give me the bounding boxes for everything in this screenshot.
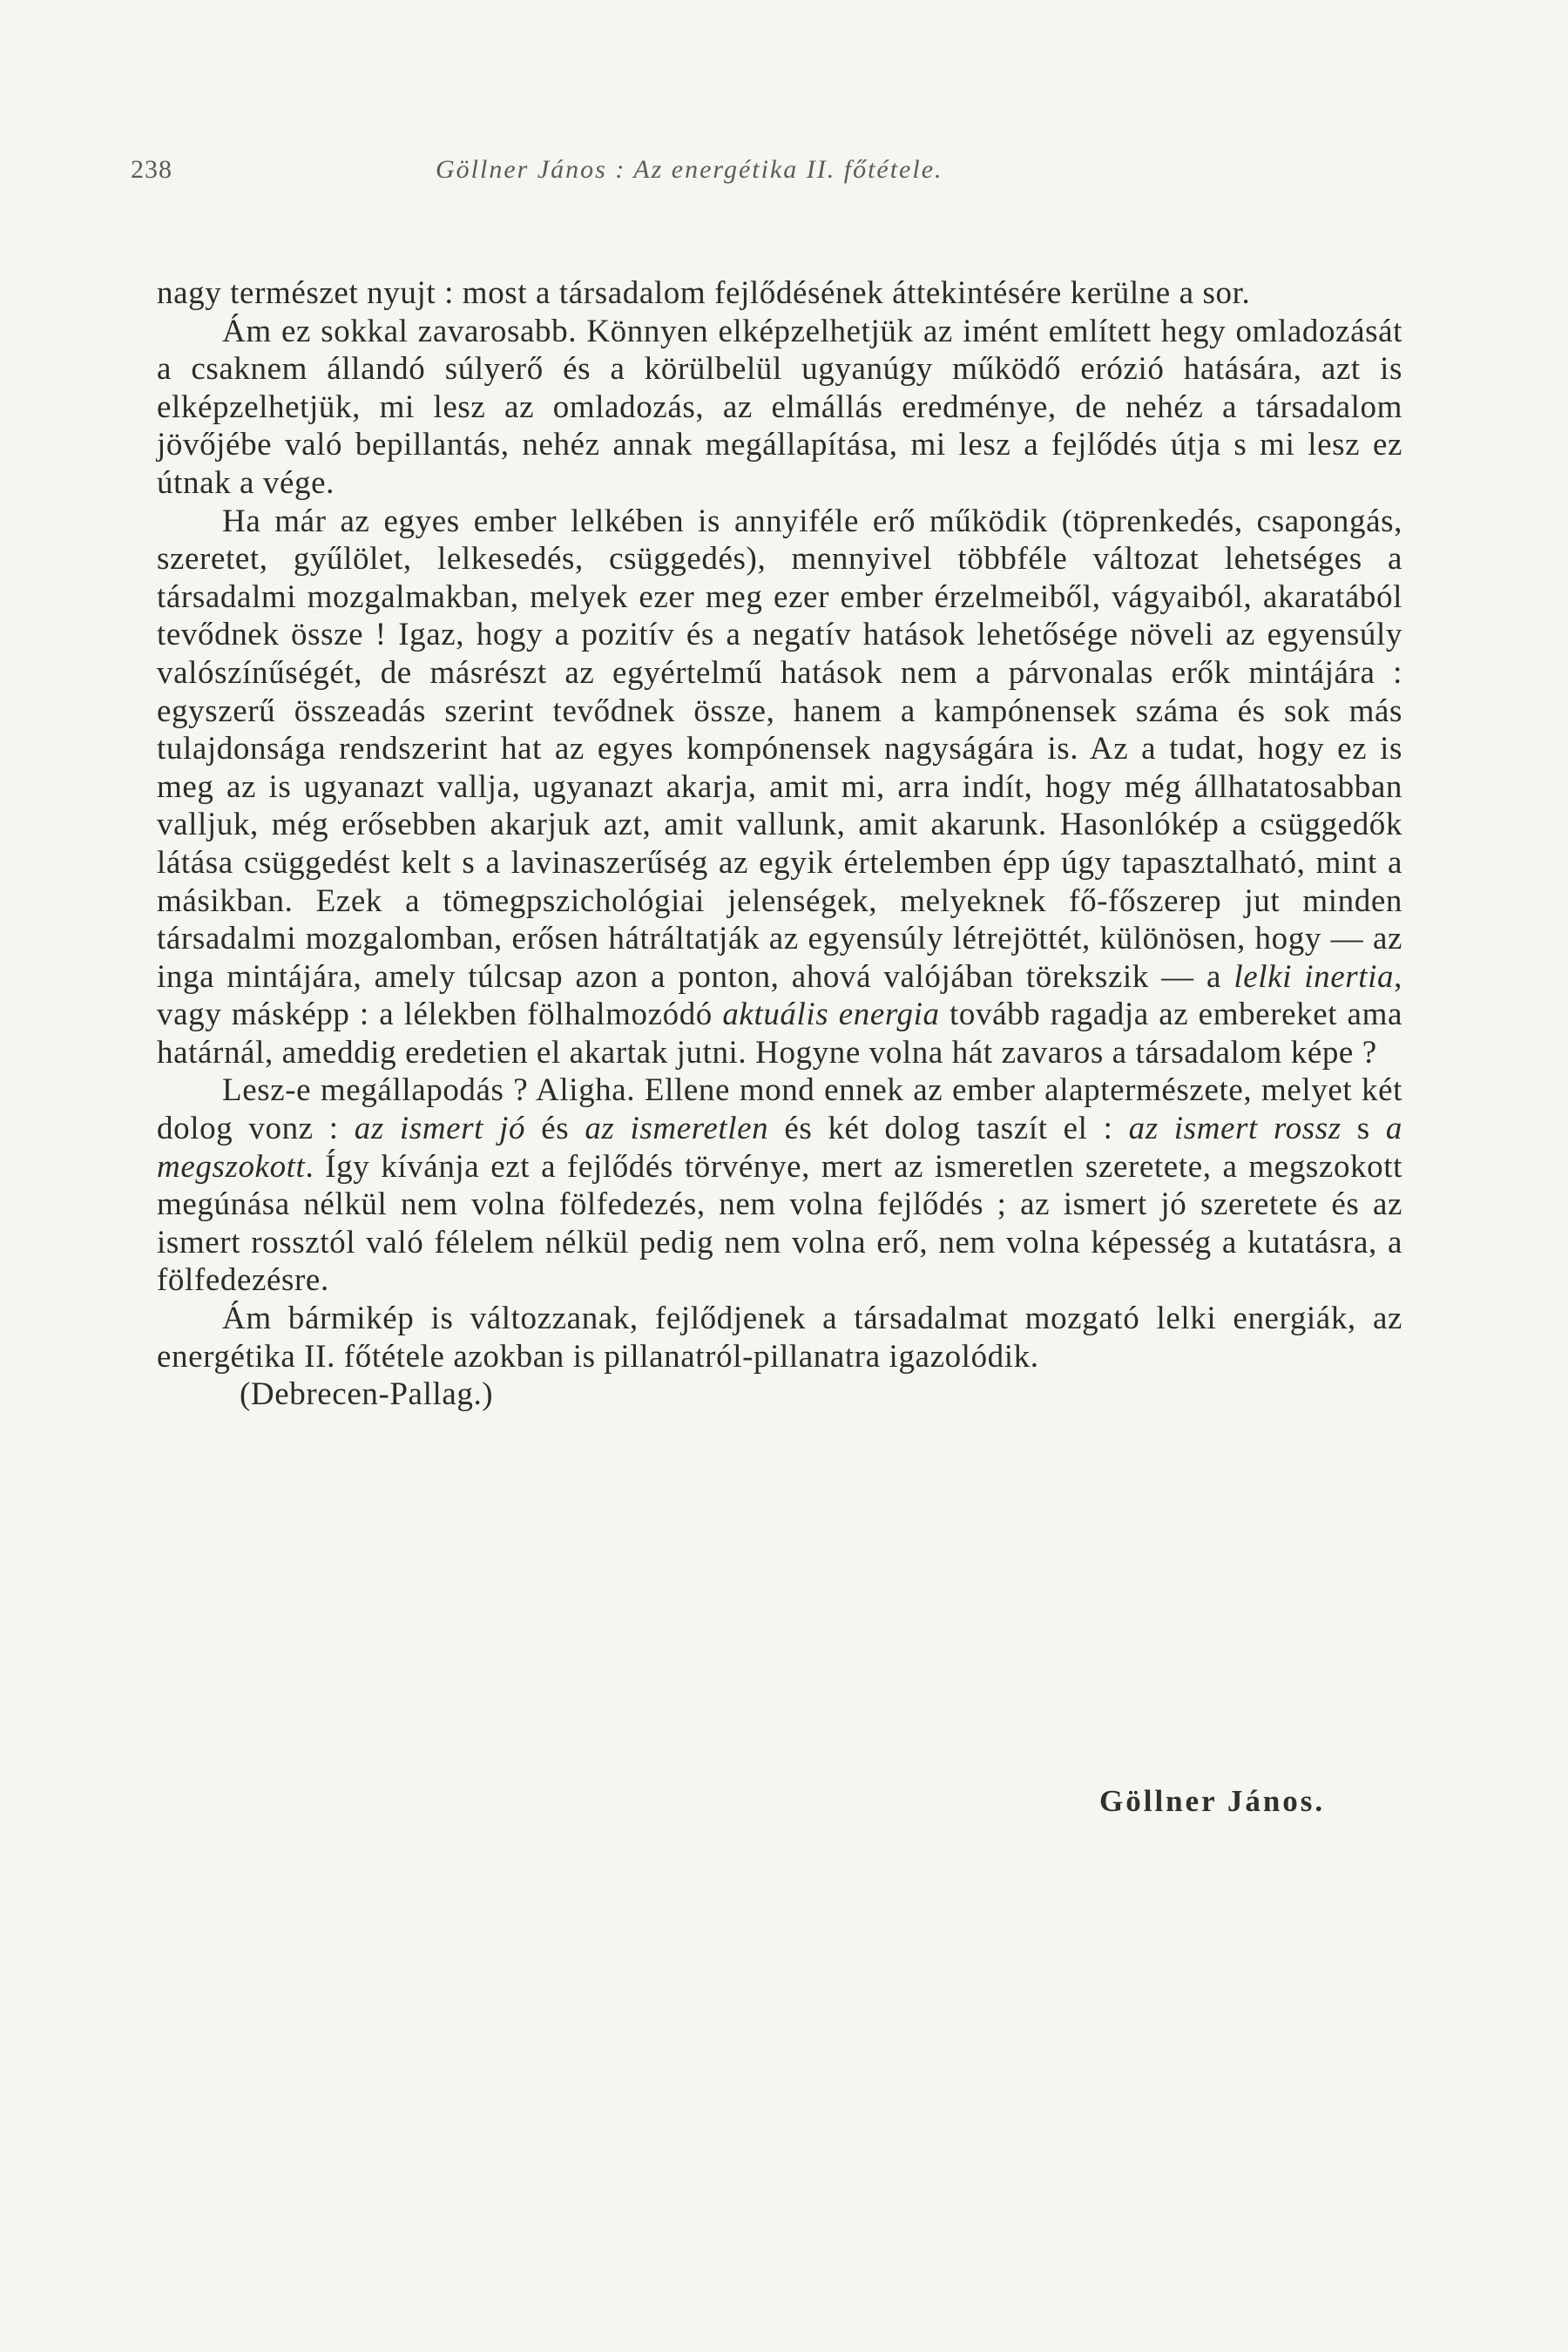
place-line: (Debrecen-Pallag.) xyxy=(240,1376,494,1413)
term-a-megszokott: a megszokott xyxy=(157,1111,1402,1185)
running-title: Göllner János : Az energétika II. főtétele. xyxy=(436,155,943,184)
term-az-ismert-jo: az ismert jó xyxy=(354,1111,526,1147)
paragraph-4-text-b: és xyxy=(525,1111,585,1147)
paragraph-3 xyxy=(157,503,1402,1072)
paragraph-4 xyxy=(157,1071,1402,1300)
article-body xyxy=(157,274,1402,1414)
paragraph-4-text-d: s xyxy=(1341,1111,1386,1147)
paragraph-1: nagy természet nyujt : most a társadalom fejlődésének áttekintésére kerülne a sor. xyxy=(157,275,1251,311)
paragraph-4-text-c: és két dolog taszít el : xyxy=(768,1111,1129,1147)
term-az-ismert-rossz: az ismert rossz xyxy=(1128,1111,1342,1147)
running-head xyxy=(131,155,1402,193)
author-signature: Göllner János. xyxy=(1099,1784,1326,1818)
paragraph-5: Ám bármikép is változzanak, fejlődjenek a társadalmat mozgató lelki energiák, az energétika II. főtétele azokban is pillanatról-pillanatra igazolódik. xyxy=(157,1301,1402,1375)
paragraph-3-text-b: , vagy másképp : a lélekben fölhalmozódó xyxy=(157,958,1402,1033)
page-number: 238 xyxy=(131,155,172,184)
paragraph-2: Ám ez sokkal zavarosabb. Könnyen elképzelhetjük az imént említett hegy omladozását a csaknem állandó súlyerő és a körülbelül ugyanúgy működő erózió hatására, azt is elképzelhetjük, mi lesz az omladozás, az elmállás eredménye, de nehéz a társadalom jövőjébe való bepillantás, nehéz annak megállapítása, mi lesz a fejlődés útja s mi lesz ez útnak a vége. xyxy=(157,313,1402,501)
paragraph-4-text-e: . Így kívánja ezt a fejlődés törvénye, mert az ismeretlen szeretete, a megszokott megúnása nélkül nem volna fölfedezés, nem volna fejlődés ; az ismert jó szeretete és az ismert rossztól való félelem nélkül pedig nem volna erő, nem volna képesség a kutatásra, a fölfedezésre. xyxy=(157,1148,1402,1299)
paragraph-3-text-c: tovább ragadja az embereket ama határnál, ameddig eredetien el akartak jutni. Hogyne volna hát zavaros a társadalom képe ? xyxy=(157,997,1402,1071)
term-az-ismeretlen: az ismeretlen xyxy=(585,1111,769,1147)
term-lelki-inertia: lelki inertia xyxy=(1233,958,1395,995)
paragraph-3-text-a: Ha már az egyes ember lelkében is annyiféle erő működik (töprenkedés, csapongás, szeretet, gyűlölet, lelkesedés, csüggedés), mennyivel többféle változat lehetséges a társadalmi mozgalmakban, melyek ezer meg ezer ember érzelmeiből, vágyaiból, akaratából tevődnek össze ! Igaz, hogy a pozitív és a negatív hatások lehetősége növeli az egyensúly valószínűségét, de másrészt az egyértelmű hatások nem a párvonalas erők mintájára : egyszerű összeadás szerint tevődnek össze, hanem a kampónensek száma és sok más tulajdonsága rendszerint hat az egyes kompónensek nagyságára is. Az a tudat, hogy ez is meg az is ugyanazt vallja, ugyanazt akarja, amit mi, arra indít, hogy még állhatatosabban valljuk, még erősebben akarjuk azt, amit vallunk, amit akarunk. Hasonlókép a csüggedők látása csüggedést kelt s a lavinaszerűség az egyik értelemben épp úgy tapasztalható, mint a másikban. Ezek a tömegpszichológiai jelenségek, melyeknek fő-főszerep jut minden társadalmi mozgalomban, erősen hátráltatják az egyensúly létrejöttét, különösen, hogy — az inga mintájára, amely túlcsap azon a ponton, ahová valójában törekszik — a xyxy=(157,503,1402,995)
paragraph-4-text-a: Lesz-e megállapodás ? Aligha. Ellene mond ennek az ember alaptermészete, melyet két dolog vonz : xyxy=(157,1072,1402,1147)
term-aktualis-energia: aktuális energia xyxy=(722,997,940,1033)
